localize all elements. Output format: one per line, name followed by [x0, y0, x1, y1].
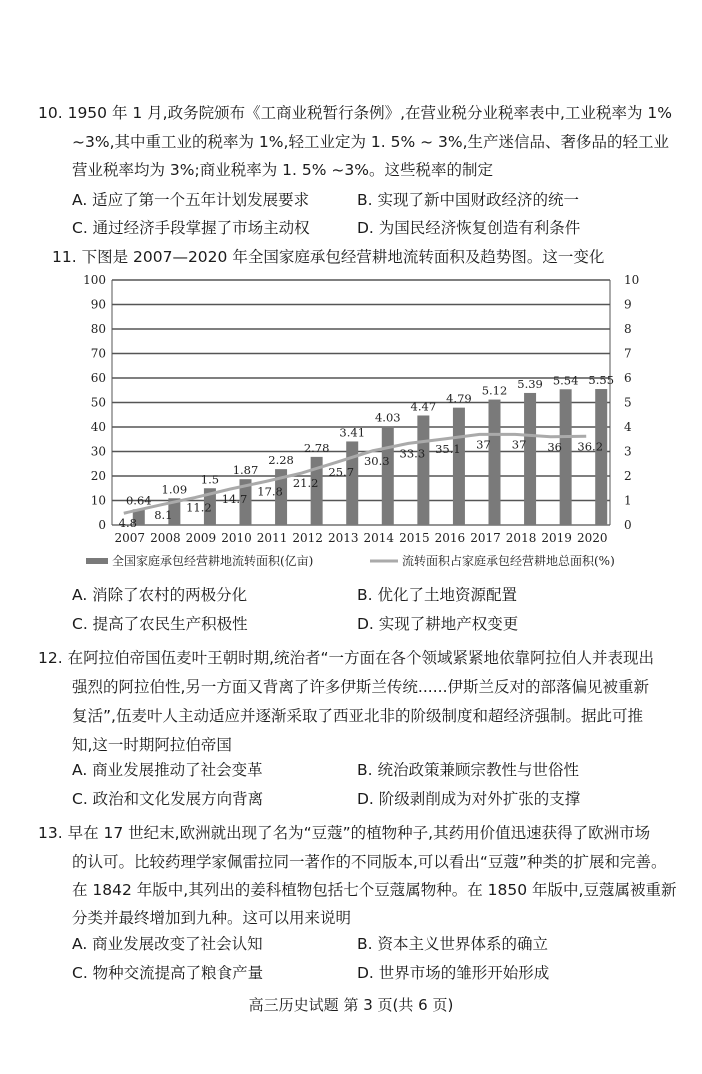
left-tick-label: 50 — [90, 395, 106, 410]
q11-option-c: C. 提高了农民生产积极性 — [72, 615, 248, 633]
q13-option-d: D. 世界市场的雏形开始形成 — [357, 964, 550, 982]
q13-option-a: A. 商业发展改变了社会认知 — [72, 935, 263, 953]
bar-value-label: 4.47 — [410, 399, 437, 414]
right-tick-label: 1 — [624, 493, 632, 508]
x-tick-label: 2011 — [256, 531, 288, 545]
left-tick-label: 100 — [83, 273, 106, 287]
q10-option-d: D. 为国民经济恢复创造有利条件 — [357, 219, 581, 237]
q10-option-b: B. 实现了新中国财政经济的统一 — [357, 191, 579, 209]
line-value-label: 37 — [511, 437, 527, 452]
bar — [453, 408, 465, 525]
bar-value-label: 5.12 — [481, 383, 508, 398]
left-tick-label: 60 — [90, 371, 106, 385]
line-value-label: 35.1 — [435, 442, 461, 457]
line-value-label: 17.8 — [257, 484, 283, 499]
bar-value-label: 1.09 — [161, 482, 188, 497]
right-tick-label: 5 — [624, 395, 632, 410]
q13-stem-line-1: 13. 早在 17 世纪末,欧洲就出现了名为“豆蔻”的植物种子,其药用价值迅速获得了欧洲市场 — [38, 824, 651, 842]
q13-stem-line-3: 在 1842 年版中,其列出的姜科植物包括七个豆蔻属物种。在 1850 年版中,豆蔻属被重新 — [72, 881, 677, 899]
legend-bar-label: 全国家庭承包经营耕地流转面积(亿亩) — [112, 554, 314, 568]
line-value-label: 14.7 — [221, 491, 248, 506]
q12-option-c: C. 政治和文化发展方向背离 — [72, 790, 264, 808]
x-tick-label: 2014 — [363, 531, 395, 545]
q12-option-b: B. 统治政策兼顾宗教性与世俗性 — [357, 761, 579, 779]
q13-option-c: C. 物种交流提高了粮食产量 — [72, 964, 264, 982]
line-value-label: 36 — [547, 439, 562, 454]
bar-value-label: 2.78 — [303, 440, 330, 455]
q11-chart — [78, 268, 648, 578]
bar — [560, 389, 572, 525]
x-tick-label: 2017 — [470, 531, 501, 545]
page-footer: 高三历史试题 第 3 页(共 6 页) — [248, 996, 454, 1014]
x-tick-label: 2015 — [399, 531, 430, 545]
q12-stem-line-1: 12. 在阿拉伯帝国伍麦叶王朝时期,统治者“一方面在各个领域紧紧地依靠阿拉伯人并表现出 — [38, 649, 655, 667]
right-tick-label: 4 — [624, 420, 632, 434]
bar-value-label: 4.79 — [446, 391, 472, 406]
right-tick-label: 10 — [624, 273, 640, 287]
bar-value-label: 2.28 — [268, 453, 294, 468]
bar-value-label: 5.54 — [552, 373, 579, 388]
x-tick-label: 2012 — [292, 531, 323, 545]
right-tick-label: 0 — [624, 518, 632, 532]
left-tick-label: 40 — [90, 420, 106, 434]
q10-option-a: A. 适应了第一个五年计划发展要求 — [72, 191, 310, 209]
q13-stem-line-4: 分类并最终增加到九种。这可以用来说明 — [72, 909, 352, 927]
bar-value-label: 1.87 — [232, 463, 259, 478]
line-value-label: 33.3 — [399, 446, 426, 461]
q13-stem-line-2: 的认可。比较药理学家佩雷拉同一著作的不同版本,可以看出“豆蔻”种类的扩展和完善。 — [72, 853, 667, 871]
q11-stem: 11. 下图是 2007—2020 年全国家庭承包经营耕地流转面积及趋势图。这一变化 — [52, 248, 605, 266]
bar — [346, 441, 358, 525]
q11-option-b: B. 优化了土地资源配置 — [357, 586, 517, 604]
q10-stem-line-2: ~3%,其中重工业的税率为 1%,轻工业定为 1. 5% ~ 3%,生产迷信品、奢侈品的轻工业 — [72, 133, 670, 151]
right-tick-label: 8 — [624, 322, 632, 336]
line-value-label: 36.2 — [577, 439, 604, 454]
line-value-label: 8.1 — [154, 508, 173, 523]
bar — [524, 393, 536, 525]
bar-value-label: 5.39 — [517, 376, 543, 391]
bar-value-label: 3.41 — [339, 425, 366, 440]
right-tick-label: 9 — [624, 297, 632, 312]
x-tick-label: 2019 — [541, 531, 572, 545]
q10-option-c: C. 通过经济手段掌握了市场主动权 — [72, 219, 310, 237]
left-tick-label: 0 — [98, 518, 106, 532]
left-tick-label: 10 — [90, 493, 106, 508]
line-value-label: 37 — [476, 437, 491, 452]
line-value-label: 25.7 — [328, 465, 355, 480]
right-tick-label: 6 — [624, 371, 632, 385]
left-tick-label: 30 — [90, 444, 106, 459]
line-value-label: 21.2 — [292, 476, 319, 491]
x-tick-label: 2010 — [221, 531, 252, 545]
right-tick-label: 2 — [624, 469, 632, 483]
bar — [417, 415, 429, 525]
left-tick-label: 80 — [90, 322, 106, 336]
x-tick-label: 2009 — [185, 531, 217, 545]
q12-stem-line-2: 强烈的阿拉伯性,另一方面又背离了许多伊斯兰传统......伊斯兰反对的部落偏见被重新 — [72, 678, 649, 696]
x-tick-label: 2008 — [150, 531, 181, 545]
bar-value-label: 0.64 — [125, 493, 152, 508]
q12-option-d: D. 阶级剥削成为对外扩张的支撑 — [357, 790, 581, 808]
x-tick-label: 2016 — [434, 531, 466, 545]
q12-option-a: A. 商业发展推动了社会变革 — [72, 761, 263, 779]
right-tick-label: 3 — [624, 444, 632, 459]
q12-stem-line-4: 知,这一时期阿拉伯帝国 — [72, 736, 232, 754]
left-tick-label: 70 — [90, 346, 106, 361]
q11-option-a: A. 消除了农村的两极分化 — [72, 586, 248, 604]
left-tick-label: 20 — [90, 469, 106, 483]
bar-value-label: 4.03 — [374, 410, 401, 425]
bar — [489, 400, 501, 525]
bar-value-label: 5.55 — [588, 373, 615, 388]
chart-legend — [86, 553, 615, 568]
line-value-label: 4.8 — [118, 516, 137, 531]
chart-left-axis — [83, 273, 112, 532]
left-tick-label: 90 — [90, 297, 106, 312]
bar — [382, 426, 394, 525]
chart-right-axis — [610, 273, 639, 532]
x-tick-label: 2007 — [114, 531, 146, 545]
right-tick-label: 7 — [624, 346, 632, 361]
legend-line-label: 流转面积占家庭承包经营耕地总面积(%) — [402, 554, 615, 568]
q12-stem-line-3: 复活”,伍麦叶人主动适应并逐渐采取了西亚北非的阶级制度和超经济强制。据此可推 — [72, 707, 643, 725]
q11-option-d: D. 实现了耕地产权变更 — [357, 615, 519, 633]
x-tick-label: 2013 — [327, 531, 359, 545]
bar-value-label: 1.5 — [200, 472, 220, 487]
line-value-label: 30.3 — [363, 453, 390, 468]
bar — [595, 389, 607, 525]
x-tick-label: 2018 — [505, 531, 537, 545]
legend-bar-swatch — [86, 558, 108, 564]
q13-option-b: B. 资本主义世界体系的确立 — [357, 935, 548, 953]
line-value-label: 11.2 — [186, 500, 212, 515]
chart-x-labels — [115, 531, 608, 545]
x-tick-label: 2020 — [576, 531, 608, 545]
q10-stem-line-3: 营业税率均为 3%;商业税率为 1. 5% ~3%。这些税率的制定 — [72, 161, 493, 179]
q10-stem-line-1: 10. 1950 年 1 月,政务院颁布《工商业税暂行条例》,在营业税分业税率表中,工业税率为 1% — [38, 104, 672, 122]
